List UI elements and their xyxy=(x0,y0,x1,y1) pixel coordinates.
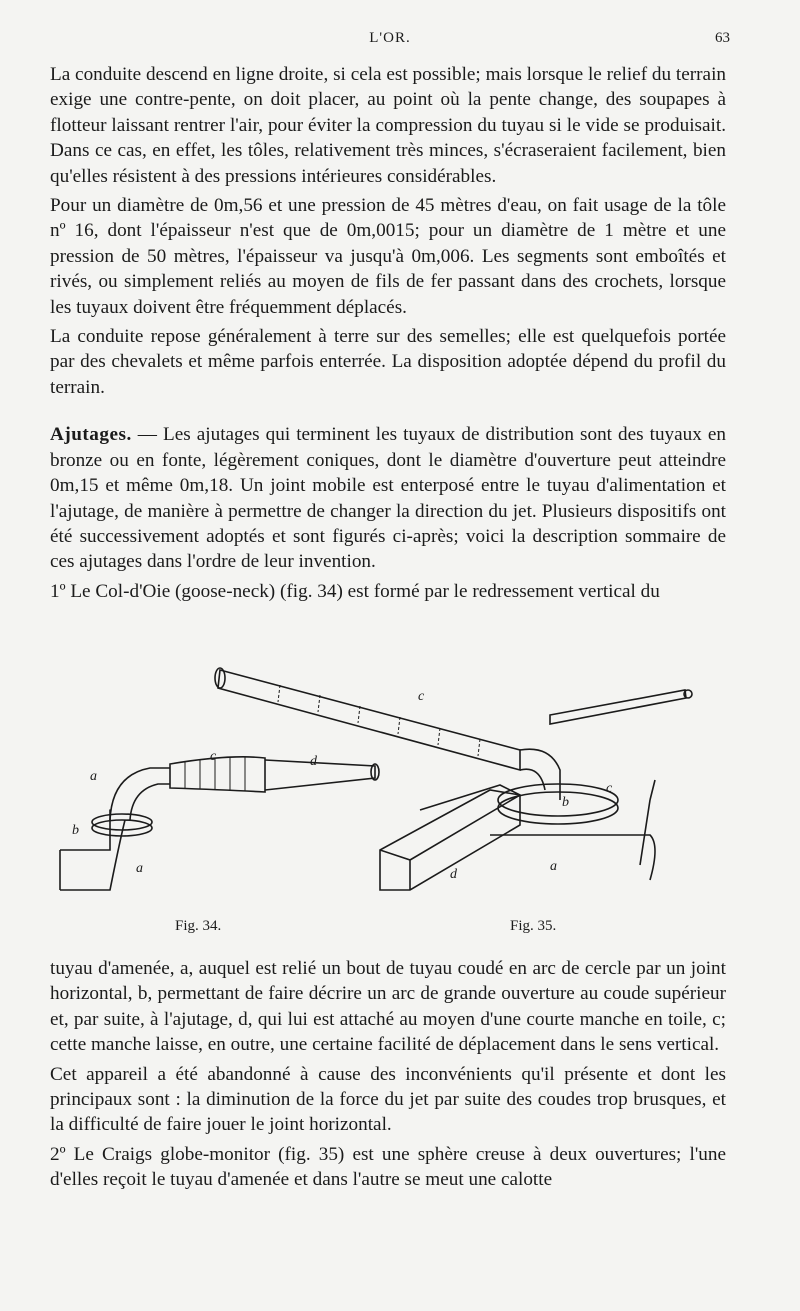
text-block-top xyxy=(50,62,726,608)
paragraph-col-doie: 1º Le Col-d'Oie (goose-neck) (fig. 34) est formé par le redressement vertical du xyxy=(50,580,660,602)
fig35-label-c: c xyxy=(418,689,425,704)
fig34-label-a: a xyxy=(90,769,97,784)
fig34-label-c: c xyxy=(210,749,217,764)
paragraph-abandonne: Cet appareil a été abandonné à cause des inconvénients qu'il présente et dont les principaux sont : la diminution de la force du jet par suite des coudes trop brusques, et la difficulté de faire jouer le joint horizontal. xyxy=(50,1063,726,1136)
paragraph-ajutages xyxy=(50,422,726,574)
running-title: L'OR. xyxy=(369,30,411,46)
paragraph-globe-monitor: 2º Le Craigs globe-monitor (fig. 35) est une sphère creuse à deux ouvertures; l'une d'elles reçoit le tuyau d'amenée et dans l'autre se meut une calotte xyxy=(50,1143,726,1191)
fig35-label-c2: c xyxy=(606,781,613,796)
fig35-caption: Fig. 35. xyxy=(510,918,557,934)
fig35-label-d: d xyxy=(450,867,457,882)
fig34-label-b: b xyxy=(72,823,79,838)
fig34-label-d: d xyxy=(310,754,317,769)
fig34-caption: Fig. 34. xyxy=(175,918,222,934)
paragraph-diametre: Pour un diamètre de 0m,56 et une pression de 45 mètres d'eau, on fait usage de la tôle nº 16, dont l'épaisseur n'est que de 0m,0015; pour un diamètre de 1 mètre et une pression de 50 mètres, l'épaisseur va jusqu'à 0m,006. Les segments sont emboîtés et rivés, ou simplement reliés au moyen de fils de fer passant dans des crochets, lorsque les tuyaux doivent être fréquemment déplacés. xyxy=(50,195,726,318)
page-header xyxy=(50,30,730,54)
paragraph-semelles: La conduite repose généralement à terre sur des semelles; elle est quelquefois portée par des chevalets et même parfois enterrée. La disposition adoptée dépend du profil du terrain. xyxy=(50,326,726,398)
fig34-label-a2: a xyxy=(136,861,143,876)
paragraph-conduite: La conduite descend en ligne droite, si cela est possible; mais lorsque le relief du terrain exige une contre-pente, on doit placer, au point où la pente change, des soupapes à flotteur laissant rentrer l'air, pour éviter la compression du tuyau si le vide se produisait. Dans ce cas, en effet, les tôles, relativement très minces, s'écraseraient facilement, bien qu'elles résistent à des pressions intérieures considérables. xyxy=(50,64,726,187)
fig35-label-b: b xyxy=(562,795,569,810)
paragraph-tuyau-amenee: tuyau d'amenée, a, auquel est relié un bout de tuyau coudé en arc de cercle par un joint horizontal, b, permettant de faire décrire un arc de grande ouverture au coude supérieur et, par suite, à l'ajutage, d, qui lui est attaché au moyen d'une courte manche en toile, c; cette manche laisse, en outre, une certaine facilité de déplacement dans le sens vertical. xyxy=(50,958,726,1056)
section-heading-ajutages: Ajutages. xyxy=(50,424,132,446)
page-number: 63 xyxy=(715,30,730,46)
fig35-label-a: a xyxy=(550,859,557,874)
text-block-bottom xyxy=(50,956,726,1197)
figures-34-35 xyxy=(50,650,730,940)
pipe-illustration xyxy=(50,650,730,940)
ajutages-text: — Les ajutages qui terminent les tuyaux de distribution sont des tuyaux en bronze ou en fonte, légèrement coniques, dont le diamètre d'ouverture peut atteindre 0m,15 et même 0m,18. Un joint mobile est enterposé entre le tuyau d'alimentation et l'ajutage, de manière à permettre de changer la direction du jet. Plusieurs dispositifs ont été successivement adoptés et sont figurés ci-après; voici la description sommaire de ces ajutages dans l'ordre de leur invention. xyxy=(50,424,726,573)
